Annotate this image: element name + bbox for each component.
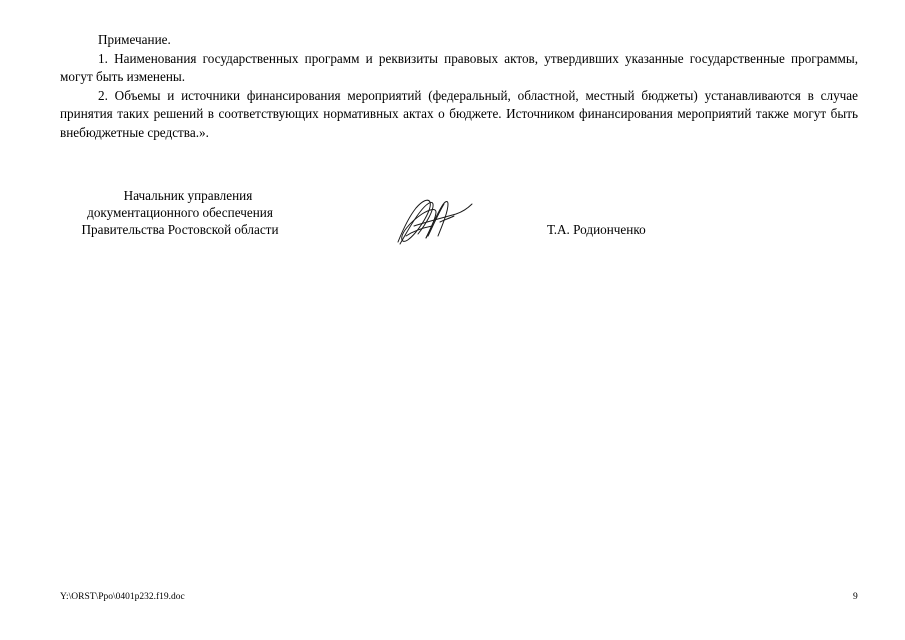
position-line-3: Правительства Ростовской области: [81, 222, 279, 237]
handwritten-signature: [392, 192, 476, 248]
signer-name: Т.А. Родионченко: [547, 222, 646, 237]
note-item-1: 1. Наименования государственных программ и реквизиты правовых актов, утвердивших указанные государственные программы, могут быть изменены.: [60, 50, 858, 84]
note-heading: Примечание.: [98, 32, 171, 47]
note-item-2: 2. Объемы и источники финансирования мероприятий (федеральный, областной, местный бюджеты) устанавливаются в случае принятия таких решений в соответствующих нормативных актах о бюджете. Источником финансирования мероприятий также могут быть внебюджетные средства.».: [60, 87, 858, 140]
position-line-1: Начальник управления: [123, 188, 253, 203]
signatory-position: [60, 187, 300, 238]
note-section: [60, 31, 858, 142]
page-number: 9: [853, 592, 858, 602]
position-line-2: документационного обеспечения: [87, 205, 273, 220]
footer-file-path: Y:\ORST\Ppo\0401p232.f19.doc: [60, 592, 185, 602]
